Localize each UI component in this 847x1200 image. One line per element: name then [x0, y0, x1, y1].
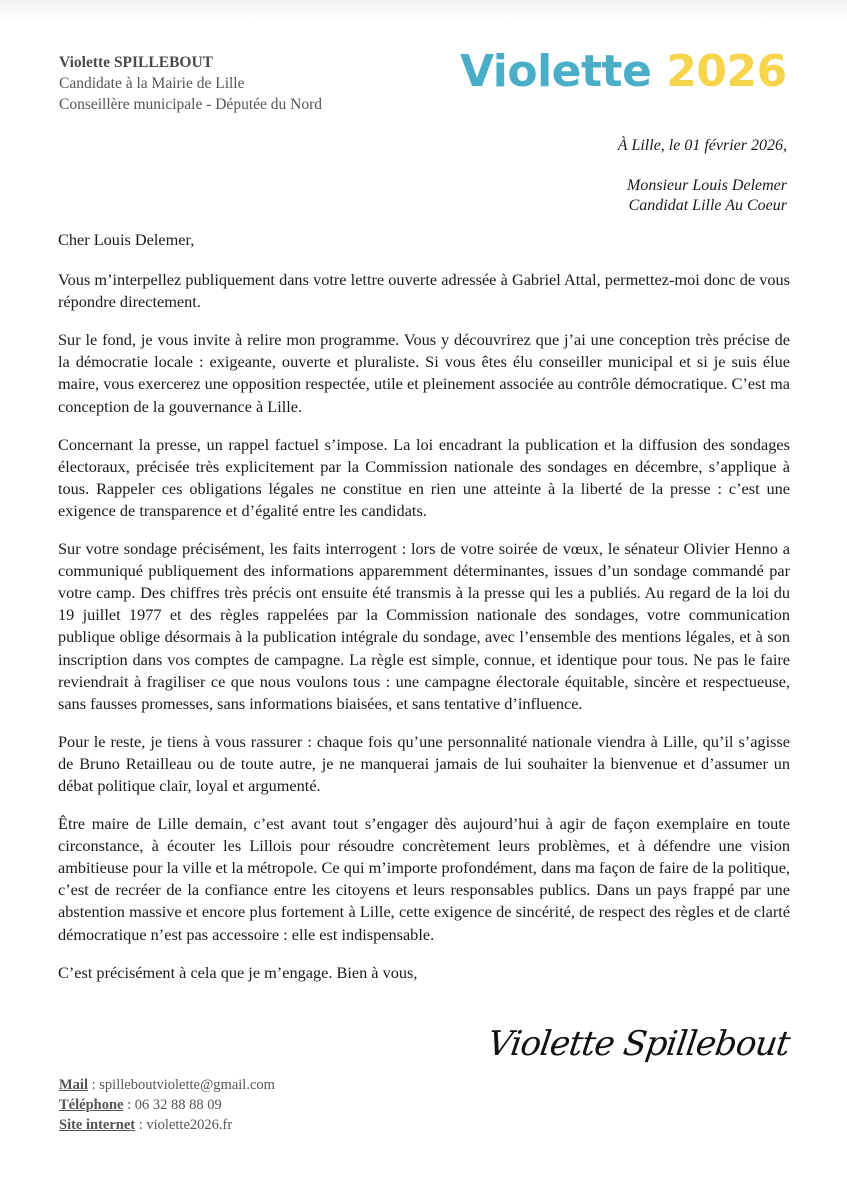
phone-value: : 06 32 88 88 09 [123, 1097, 222, 1113]
mail-label: Mail [59, 1077, 88, 1093]
phone-label: Téléphone [59, 1097, 124, 1113]
site-value[interactable]: : violette2026.fr [135, 1117, 233, 1133]
logo-year: 2026 [666, 46, 787, 97]
sender-role: Conseillère municipale - Députée du Nord [59, 96, 322, 113]
site-label: Site internet [59, 1117, 136, 1133]
contact-block [59, 1075, 275, 1135]
mail-value[interactable]: : spilleboutviolette@gmail.com [88, 1077, 275, 1093]
contact-mail [59, 1075, 275, 1095]
contact-site [59, 1115, 275, 1135]
salutation: Cher Louis Delemer, [58, 230, 195, 249]
paragraph: Être maire de Lille demain, c’est avant tout s’engager dès aujourd’hui à agir de façon exemplaire en toute circonstance, à écouter les Lillois pour résoudre concrètement leurs problèmes, et à défendre une vision ambitieuse pour la ville et la métropole. Ce qui m’importe profondément, dans ma façon de faire de la politique, c’est de recréer de la confiance entre les citoyens et leurs responsables publics. Dans un pays frappé par une abstention massive et encore plus fortement à Lille, cette exigence de sincérité, de respect des règles et de clarté démocratique n’est pas accessoire : elle est indispensable. [58, 814, 790, 944]
letter-date: À Lille, le 01 février 2026, [617, 137, 787, 154]
recipient-title: Candidat Lille Au Coeur [628, 197, 787, 214]
signature: Violette Spillebout [485, 1024, 792, 1064]
logo-word: Violette [460, 46, 652, 97]
letter-body [58, 229, 790, 1000]
sender-block [59, 52, 322, 115]
sender-name: Violette SPILLEBOUT [59, 54, 214, 71]
paragraph: Pour le reste, je tiens à vous rassurer : chaque fois qu’une personnalité nationale viendra à Lille, qu’il s’agisse de Bruno Retailleau ou de toute autre, je ne manquerai jamais de lui souhaiter la bienvenue et d’assumer un débat politique clair, loyal et argumenté. [58, 731, 790, 795]
sender-role: Candidate à la Mairie de Lille [59, 75, 245, 92]
recipient-name: Monsieur Louis Delemer [627, 177, 787, 194]
recipient-block [627, 176, 787, 216]
closing: C’est précisément à cela que je m’engage. Bien à vous, [58, 962, 418, 982]
page-top-shadow [0, 0, 847, 26]
paragraph: Sur le fond, je vous invite à relire mon programme. Vous y découvrirez que j’ai une conception très précise de la démocratie locale : exigeante, ouverte et pluraliste. Si vous êtes élu conseiller municipal et si je suis élue maire, vous exercerez une opposition respectée, utile et pleinement associée au contrôle démocratique. C’est ma conception de la gouvernance à Lille. [58, 330, 790, 416]
contact-phone [59, 1095, 275, 1115]
campaign-logo [460, 44, 787, 100]
paragraph: Concernant la presse, un rappel factuel s’impose. La loi encadrant la publication et la diffusion des sondages électoraux, précisée très explicitement par la Commission nationale des sondages en décembre, s’applique à tous. Rappeler ces obligations légales ne constitue en rien une atteinte à la liberté de la presse : c’est une exigence de transparence et d’égalité entre les candidats. [58, 434, 790, 520]
paragraph: Sur votre sondage précisément, les faits interrogent : lors de votre soirée de vœux, le sénateur Olivier Henno a communiqué publiquement des informations apparemment déterminantes, issues d’un sondage commandé par votre camp. Des chiffres très précis ont ensuite été transmis à la presse qui les a publiés. Au regard de la loi du 19 juillet 1977 et des règles rappelées par la Commission nationale des sondages, votre communication publique oblige désormais à la publication intégrale du sondage, avec l’ensemble des mentions légales, et à son inscription dans vos comptes de campagne. La règle est simple, connue, et identique pour tous. Ne pas le faire reviendrait à fragiliser ce que nous voulons tous : une campagne électorale équitable, sincère et respectueuse, sans fausses promesses, sans informations biaisées, et sans tentative d’influence. [58, 539, 790, 713]
paragraph: Vous m’interpellez publiquement dans votre lettre ouverte adressée à Gabriel Attal, permettez-moi donc de vous répondre directement. [58, 270, 790, 312]
